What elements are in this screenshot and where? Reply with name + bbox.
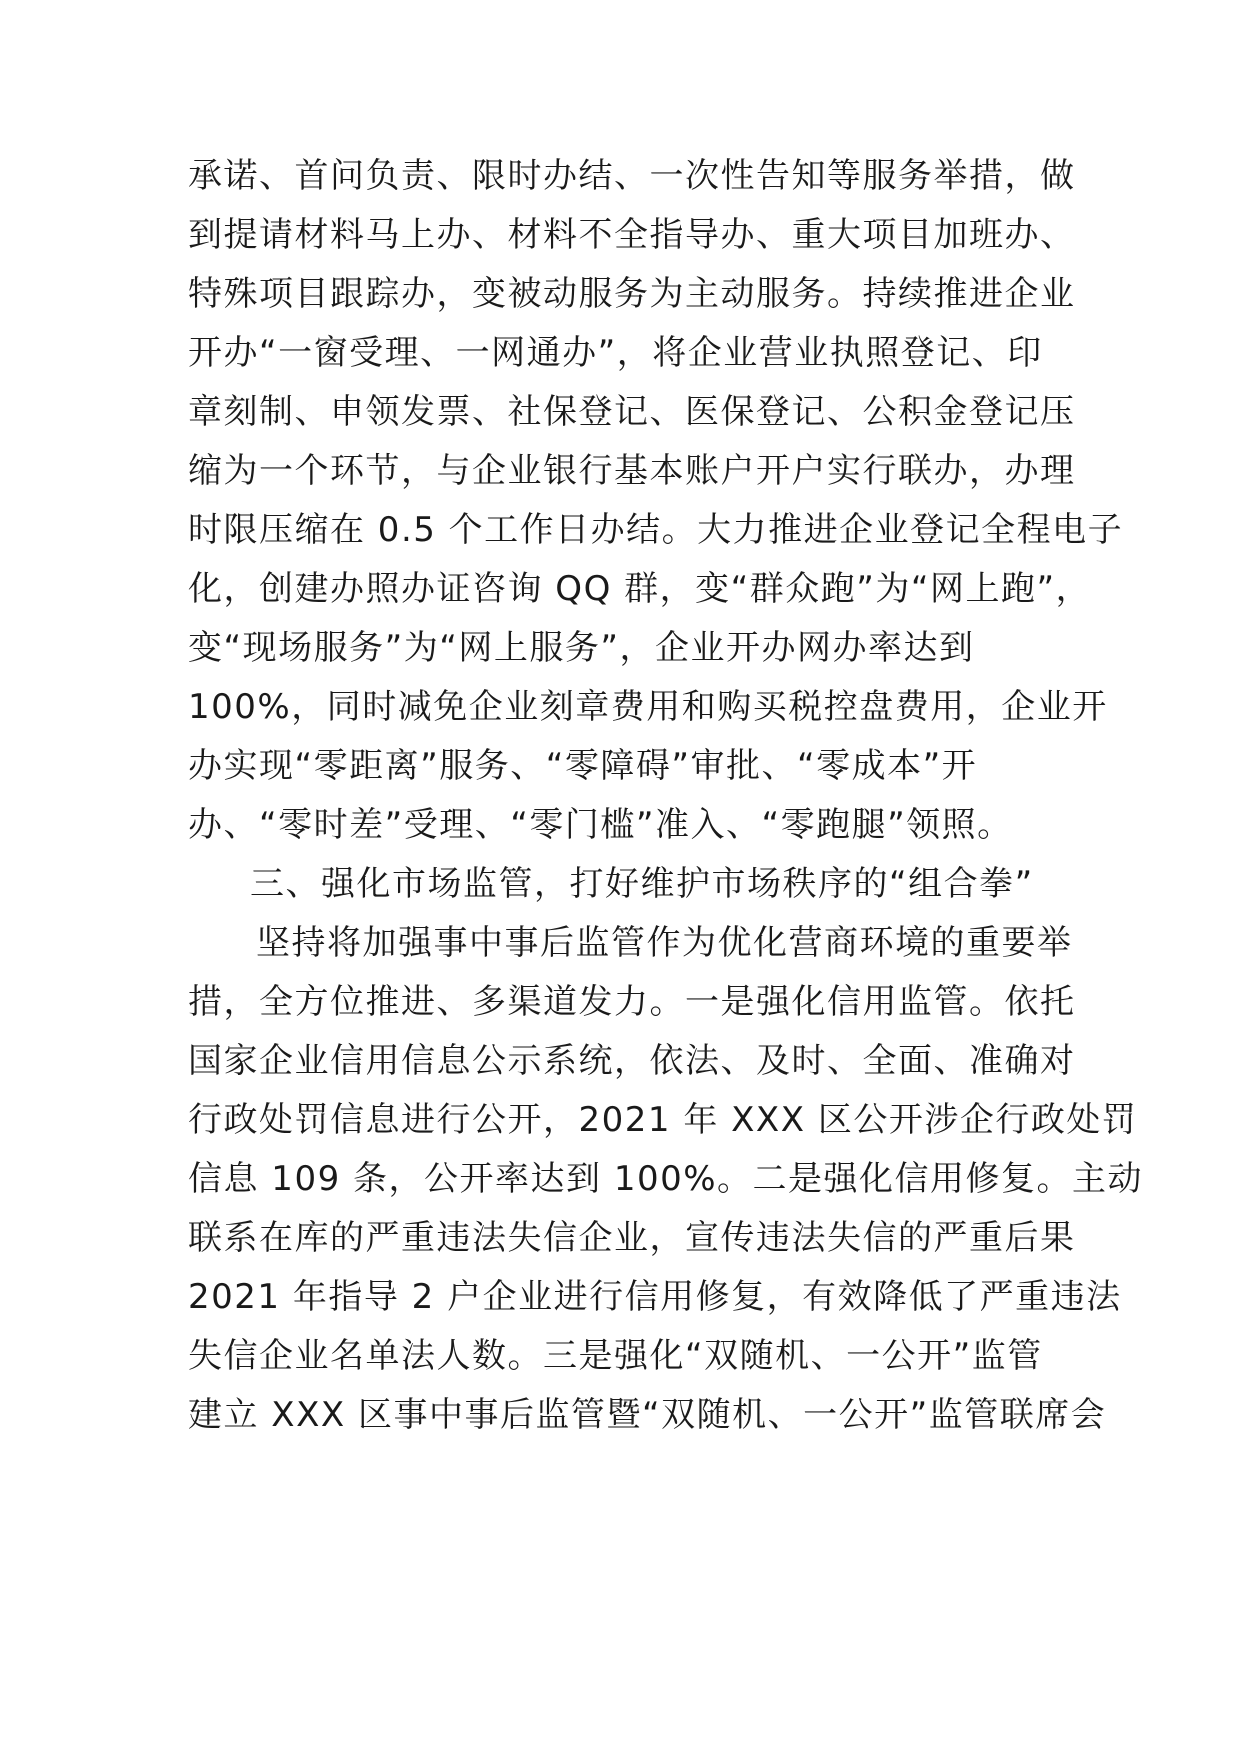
body-text-line: 特殊项目跟踪办，变被动服务为主动服务。持续推进企业 — [188, 274, 1076, 314]
body-text-line: 化，创建办照办证咨询 QQ 群，变“群众跑”为“网上跑”， — [188, 569, 1092, 609]
body-text-line: 办实现“零距离”服务、“零障碍”审批、“零成本”开 — [188, 746, 978, 786]
body-text-line: 行政处罚信息进行公开，2021 年 XXX 区公开涉企行政处罚 — [188, 1100, 1138, 1140]
body-text-line: 措，全方位推进、多渠道发力。一是强化信用监管。依托 — [188, 982, 1076, 1022]
body-text-line: 失信企业名单法人数。三是强化“双随机、一公开”监管 — [188, 1336, 1043, 1376]
body-text-line: 变“现场服务”为“网上服务”，企业开办网办率达到 — [188, 628, 975, 668]
body-text-line: 国家企业信用信息公示系统，依法、及时、全面、准确对 — [188, 1041, 1076, 1081]
body-text-line: 联系在库的严重违法失信企业，宣传违法失信的严重后果 — [188, 1218, 1076, 1258]
body-text-line: 100%，同时减免企业刻章费用和购买税控盘费用，企业开 — [188, 687, 1108, 727]
body-text-line: 章刻制、申领发票、社保登记、医保登记、公积金登记压 — [188, 392, 1076, 432]
body-text-line: 承诺、首问负责、限时办结、一次性告知等服务举措，做 — [188, 156, 1076, 196]
body-text-line: 开办“一窗受理、一网通办”，将企业营业执照登记、印 — [188, 333, 1043, 373]
section-heading: 三、强化市场监管，打好维护市场秩序的“组合拳” — [250, 864, 1034, 904]
body-text-line: 缩为一个环节，与企业银行基本账户开户实行联办，办理 — [188, 451, 1076, 491]
body-text-line: 时限压缩在 0.5 个工作日办结。大力推进企业登记全程电子 — [188, 510, 1124, 550]
body-text-line: 办、“零时差”受理、“零门槛”准入、“零跑腿”领照。 — [188, 805, 1013, 845]
body-text-line: 到提请材料马上办、材料不全指导办、重大项目加班办、 — [188, 215, 1076, 255]
body-text-line: 2021 年指导 2 户企业进行信用修复，有效降低了严重违法 — [188, 1277, 1122, 1317]
body-text-line: 信息 109 条，公开率达到 100%。二是强化信用修复。主动 — [188, 1159, 1144, 1199]
paragraph-first-line: 坚持将加强事中事后监管作为优化营商环境的重要举 — [256, 923, 1073, 963]
body-text-line: 建立 XXX 区事中事后监管暨“双随机、一公开”监管联席会 — [188, 1395, 1107, 1435]
